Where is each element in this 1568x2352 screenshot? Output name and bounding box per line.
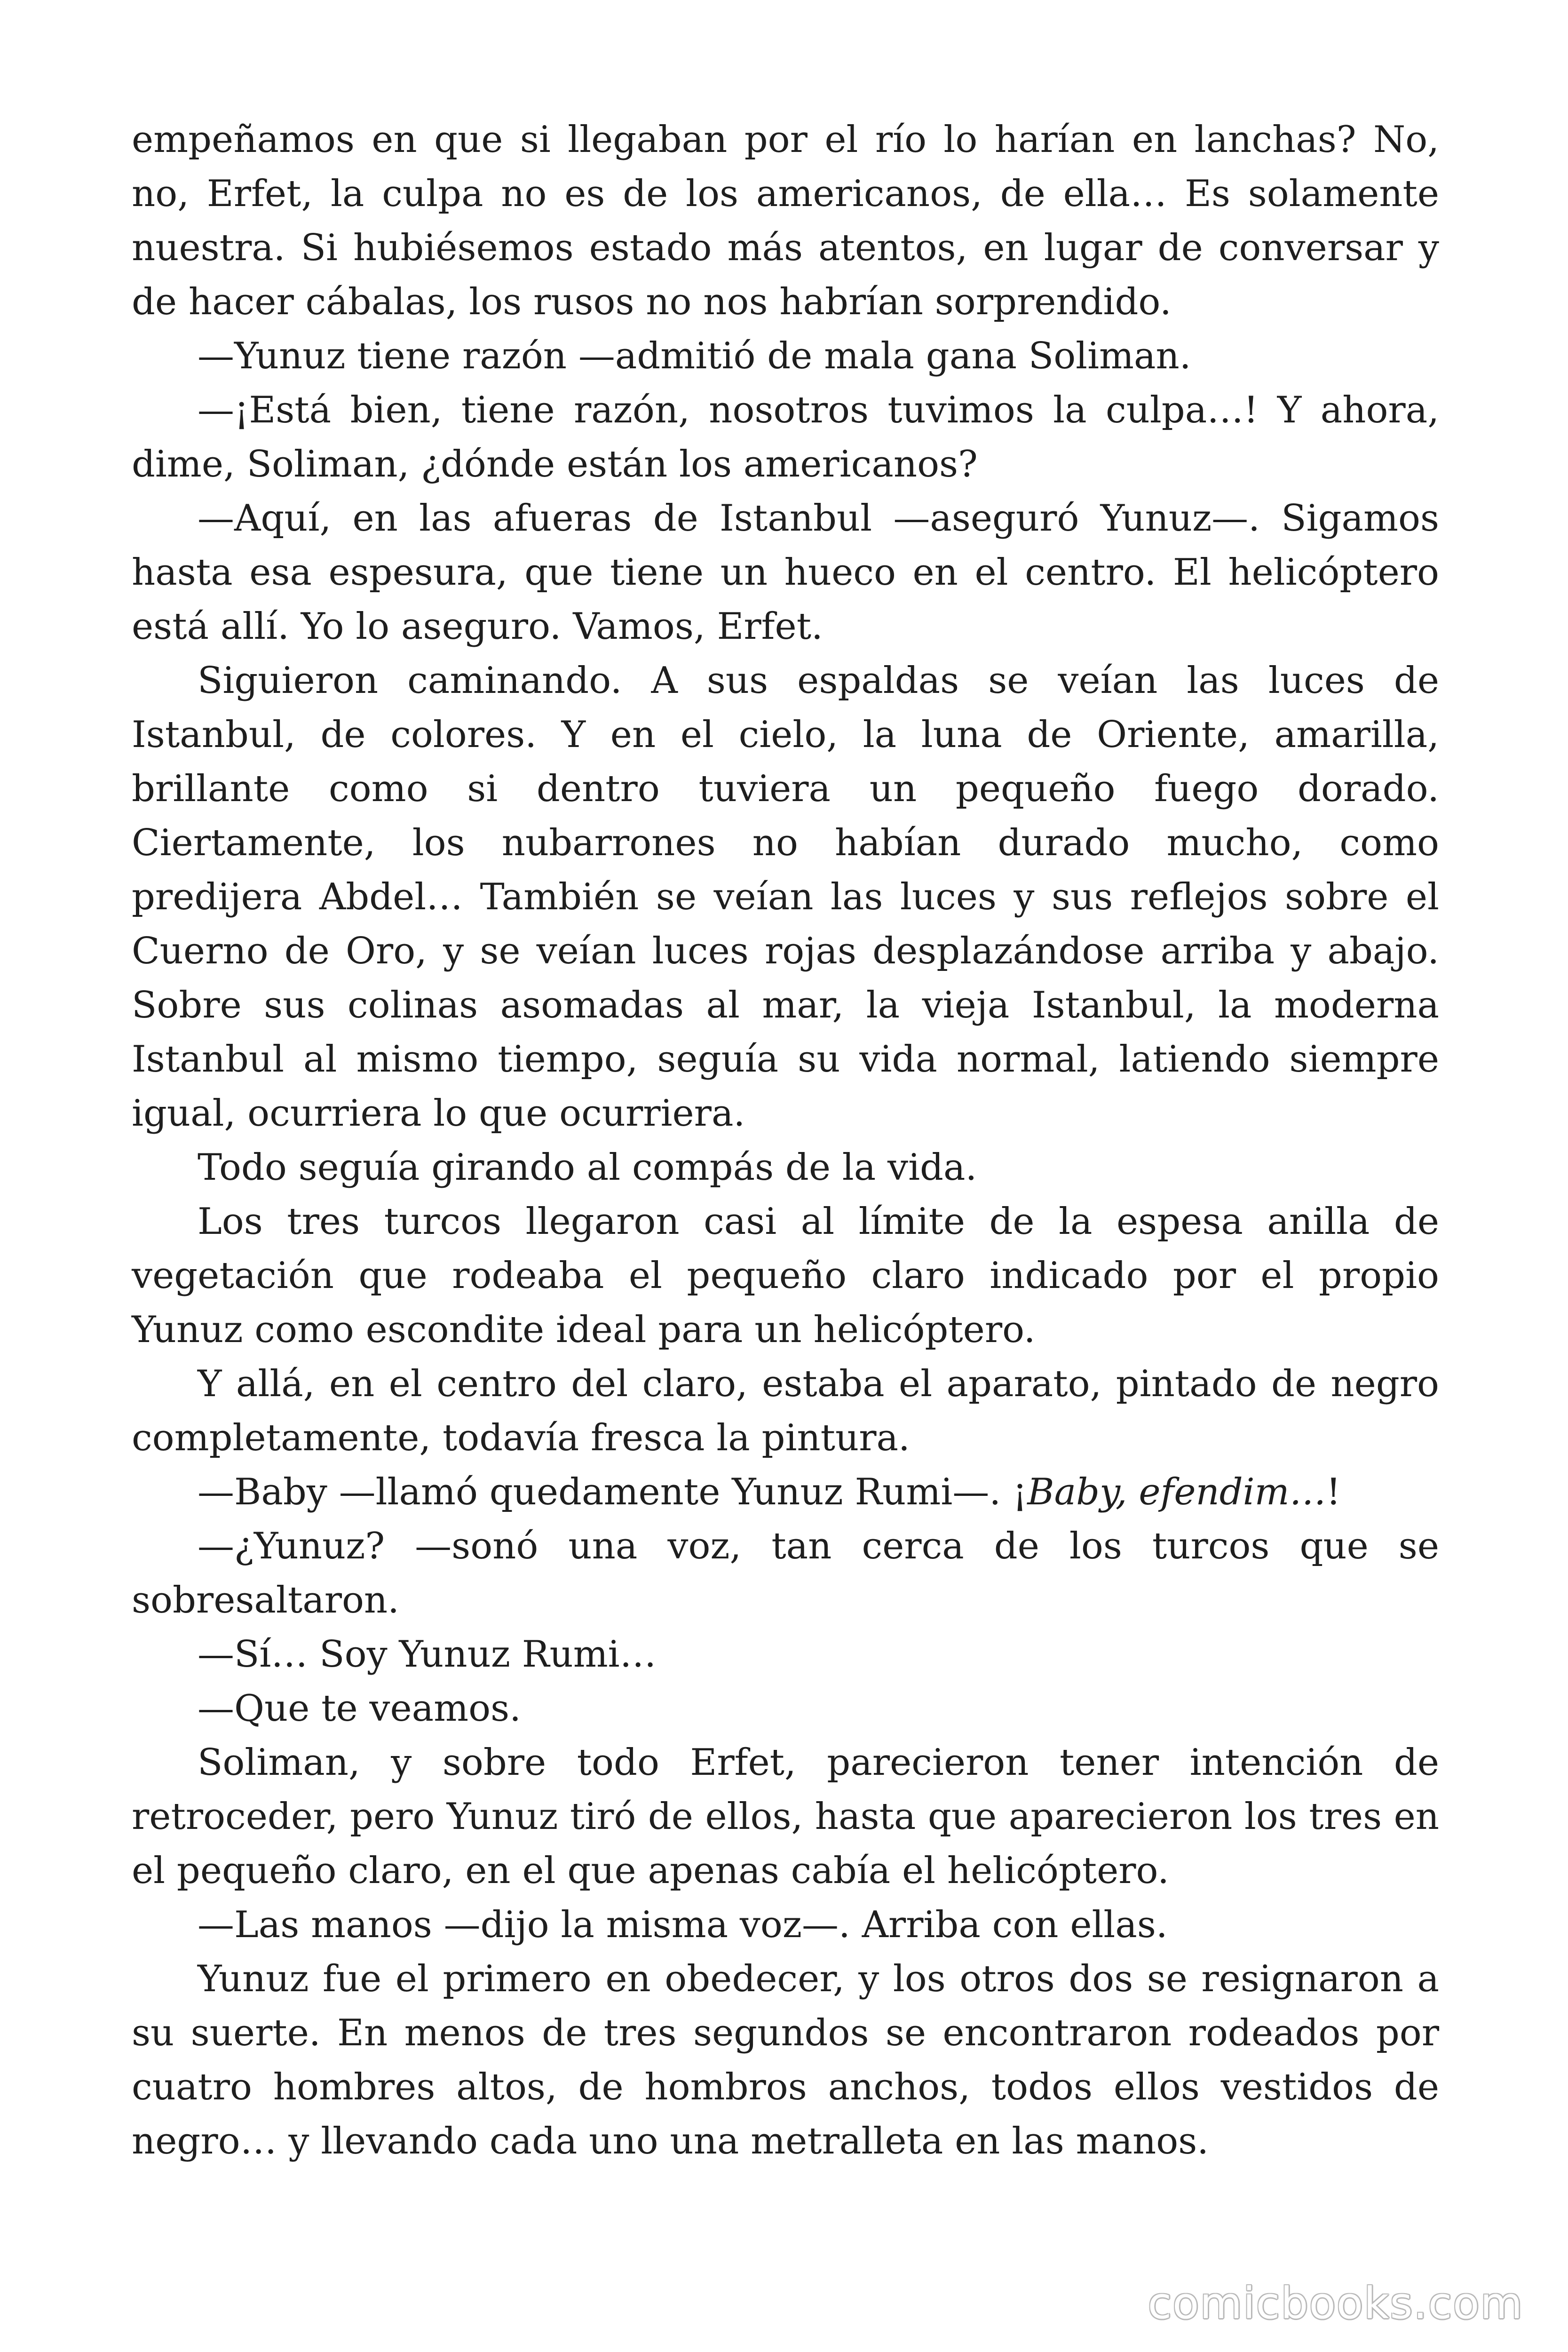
watermark: comicbooks.com (1148, 2278, 1523, 2328)
paragraph-5: Siguieron caminando. A sus espaldas se veían las luces de Istanbul, de colores. Y en el cielo, la luna de Oriente, amarilla, brillante como si dentro tuviera un pequeño fuego dorado. Ciertamente, los nubarrones no habían durado mucho, como predijera Abdel… También se veían las luces y sus reflejos sobre el Cuerno de Oro, y se veían luces rojas desplazándose arriba y abajo. Sobre sus colinas asomadas al mar, la vieja Istanbul, la moderna Istanbul al mismo tiempo, seguía su vida normal, latiendo siempre igual, ocurriera lo que ocurriera. (132, 660, 1439, 1135)
paragraph-4: —Aquí, en las afueras de Istanbul —aseguró Yunuz—. Sigamos hasta esa espesura, que tiene un hueco en el centro. El helicóptero está allí. Yo lo aseguro. Vamos, Erfet. (132, 497, 1439, 648)
paragraph-3: —¡Está bien, tiene razón, nosotros tuvimos la culpa…! Y ahora, dime, Soliman, ¿dónde están los americanos? (132, 389, 1439, 485)
paragraph-8: Y allá, en el centro del claro, estaba el aparato, pintado de negro completamente, todavía fresca la pintura. (132, 1363, 1439, 1459)
paragraph-1: empeñamos en que si llegaban por el río lo harían en lanchas? No, no, Erfet, la culpa no es de los americanos, de ella… Es solamente nuestra. Si hubiésemos estado más atentos, en lugar de conversar y de hacer cábalas, los rusos no nos habrían sorprendido. (132, 119, 1439, 323)
paragraph-6: Todo seguía girando al compás de la vida. (198, 1146, 977, 1189)
page-body (132, 113, 1439, 2169)
paragraph-9-italic: Baby, efendim… (1027, 1471, 1326, 1513)
paragraph-9 (132, 1465, 1439, 1519)
paragraph-15: Yunuz fue el primero en obedecer, y los otros dos se resignaron a su suerte. En menos de tres segundos se encontraron rodeados por cuatro hombres altos, de hombros anchos, todos ellos vestidos de negro… y llevando cada uno una metralleta en las manos. (132, 1958, 1439, 2162)
paragraph-11: —Sí… Soy Yunuz Rumi… (198, 1633, 657, 1676)
paragraph-12: —Que te veamos. (198, 1687, 521, 1730)
paragraph-2: —Yunuz tiene razón —admitió de mala gana Soliman. (198, 335, 1191, 377)
paragraph-7: Los tres turcos llegaron casi al límite de la espesa anilla de vegetación que rodeaba el pequeño claro indicado por el propio Yunuz como escondite ideal para un helicóptero. (132, 1200, 1439, 1351)
paragraph-14: —Las manos —dijo la misma voz—. Arriba con ellas. (198, 1904, 1168, 1946)
paragraph-9-before: —Baby —llamó quedamente Yunuz Rumi—. ¡ (198, 1471, 1028, 1513)
paragraph-13: Soliman, y sobre todo Erfet, parecieron tener intención de retroceder, pero Yunuz tiró de ellos, hasta que aparecieron los tres en el pequeño claro, en el que apenas cabía el helicóptero. (132, 1741, 1439, 1892)
paragraph-10: —¿Yunuz? —sonó una voz, tan cerca de los turcos que se sobresaltaron. (132, 1525, 1439, 1621)
paragraph-9-after: ! (1326, 1471, 1341, 1513)
